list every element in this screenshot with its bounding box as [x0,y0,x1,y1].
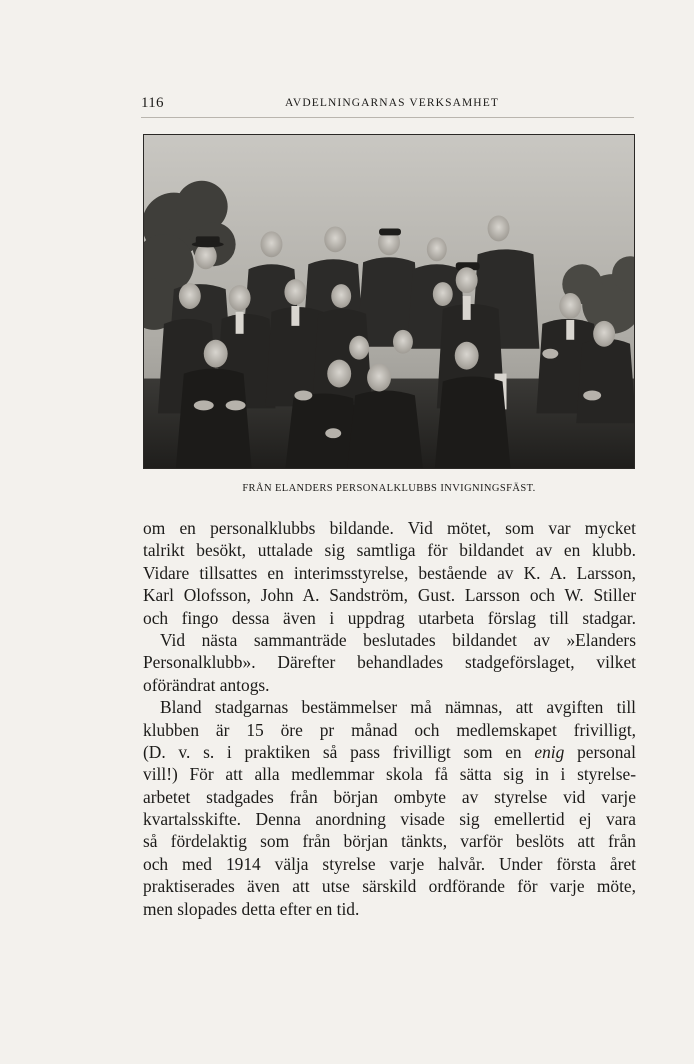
photo-caption: FRÅN ELANDERS PERSONALKLUBBS INVIGNINGSFÄST. [242,483,536,494]
text-line: så fördelaktig som från början tänkts, varför beslöts att från [143,831,636,852]
body-text [143,517,636,920]
group-photograph [143,134,635,469]
text-line: praktiserades även att utse särskild ordförande för varje möte, [143,876,636,897]
header-rule [141,117,634,118]
text-line: om en personalklubbs bildande. Vid mötet, som var mycket [143,518,636,538]
text-line: Vid nästa sammanträde beslutades bildandet av »Elanders [160,629,636,650]
page-header [141,95,634,115]
text-line: Karl Olofsson, John A. Sandström, Gust. Larsson och W. Stiller [143,585,636,606]
text-line: men slopades detta efter en tid. [143,898,360,919]
page-number: 116 [141,95,164,111]
text-segment: personal [577,741,636,762]
emphasized-word: enig [534,741,565,762]
text-line: Bland stadgarnas bestämmelser må nämnas, att avgiften till [160,697,636,718]
text-line: talrikt besökt, uttalade sig samtliga för bildandet av en klubb. [143,540,636,561]
text-line: kvartalsskifte. Denna anordning visade sig emellertid ej vara [143,809,636,830]
text-line: oförändrat antogs. [143,674,270,695]
text-line: klubben är 15 öre pr månad och medlemskapet frivilligt, [143,719,636,740]
text-line: och fingo dessa även i uppdrag utarbeta förslag till stadgar. [143,607,636,628]
text-line: Vidare tillsattes en interimsstyrelse, bestående av K. A. Larsson, [143,562,636,583]
text-line: och med 1914 välja styrelse varje halvår. Under första året [143,853,636,874]
text-line: vill!) För att alla medlemmar skola få sätta sig in i styrelse- [143,764,636,785]
photo-illustration [144,135,634,468]
text-line [143,741,636,763]
text-line: Personalklubb». Därefter behandlades stadgeförslaget, vilket [143,652,636,673]
text-segment: (D. v. s. i praktiken så pass frivilligt som en [143,741,522,762]
text-line: arbetet stadgades från början ombyte av styrelse vid varje [143,786,636,807]
running-head: AVDELNINGARNAS VERKSAMHET [285,97,499,109]
